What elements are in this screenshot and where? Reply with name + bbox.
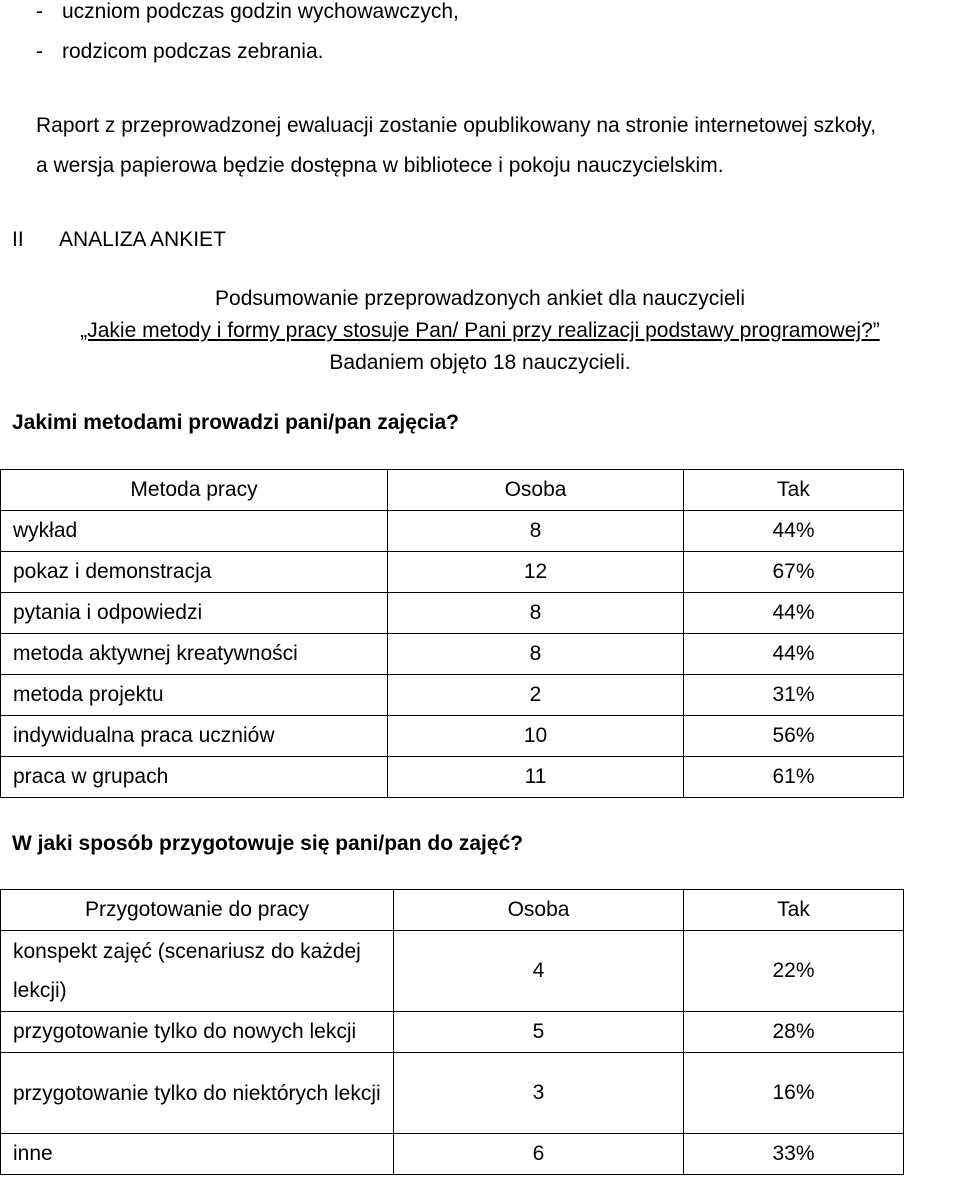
method-cell: wykład <box>1 511 388 552</box>
table-row <box>1 1053 904 1134</box>
header-cell: Osoba <box>394 890 684 931</box>
percent-cell: 16% <box>684 1053 904 1134</box>
method-cell: praca w grupach <box>1 757 388 798</box>
percent-cell: 44% <box>684 634 904 675</box>
percent-cell: 56% <box>684 716 904 757</box>
count-cell: 4 <box>394 931 684 1012</box>
percent-cell: 44% <box>684 593 904 634</box>
section-number: II <box>12 228 24 251</box>
count-cell: 3 <box>394 1053 684 1134</box>
question-heading: Jakimi metodami prowadzi pani/pan zajęcia? <box>12 411 459 434</box>
table-row <box>1 552 904 593</box>
bullet-dash: - <box>36 40 43 63</box>
table-row <box>1 1134 904 1175</box>
preparation-cell: przygotowanie tylko do niektórych lekcji <box>1 1053 394 1134</box>
count-cell: 8 <box>388 511 684 552</box>
count-cell: 10 <box>388 716 684 757</box>
question-heading: W jaki sposób przygotowuje się pani/pan do zajęć? <box>12 832 524 855</box>
header-cell: Przygotowanie do pracy <box>1 890 394 931</box>
count-cell: 12 <box>388 552 684 593</box>
table-row <box>1 634 904 675</box>
method-cell: pokaz i demonstracja <box>1 552 388 593</box>
summary-title: Podsumowanie przeprowadzonych ankiet dla nauczycieli <box>215 287 745 310</box>
count-cell: 6 <box>394 1134 684 1175</box>
paragraph-line: a wersja papierowa będzie dostępna w bibliotece i pokoju nauczycielskim. <box>36 154 724 177</box>
survey-question: „Jakie metody i formy pracy stosuje Pan/ Pani przy realizacji podstawy programowej?” <box>80 319 880 342</box>
table-row <box>1 593 904 634</box>
percent-cell: 22% <box>684 931 904 1012</box>
method-cell: metoda aktywnej kreatywności <box>1 634 388 675</box>
count-cell: 8 <box>388 593 684 634</box>
preparation-cell: inne <box>1 1134 394 1175</box>
percent-cell: 67% <box>684 552 904 593</box>
table-row <box>1 1012 904 1053</box>
bullet-text: uczniom podczas godzin wychowawczych, <box>62 0 459 23</box>
header-cell: Tak <box>684 470 904 511</box>
survey-scope: Badaniem objęto 18 nauczycieli. <box>329 351 631 374</box>
table-row <box>1 675 904 716</box>
percent-cell: 33% <box>684 1134 904 1175</box>
header-cell: Metoda pracy <box>1 470 388 511</box>
preparation-cell: konspekt zajęć (scenariusz do każdej lekcji) <box>1 931 394 1012</box>
bullet-item <box>36 40 323 64</box>
header-cell: Tak <box>684 890 904 931</box>
table-header-row <box>1 470 904 511</box>
count-cell: 5 <box>394 1012 684 1053</box>
method-cell: pytania i odpowiedzi <box>1 593 388 634</box>
section-title: ANALIZA ANKIET <box>59 228 226 251</box>
header-cell: Osoba <box>388 470 684 511</box>
percent-cell: 28% <box>684 1012 904 1053</box>
bullet-dash: - <box>36 0 43 23</box>
preparation-table <box>0 889 904 1175</box>
percent-cell: 31% <box>684 675 904 716</box>
preparation-cell: przygotowanie tylko do nowych lekcji <box>1 1012 394 1053</box>
table-row <box>1 931 904 1012</box>
percent-cell: 61% <box>684 757 904 798</box>
count-cell: 8 <box>388 634 684 675</box>
method-cell: metoda projektu <box>1 675 388 716</box>
method-cell: indywidualna praca uczniów <box>1 716 388 757</box>
paragraph-line: Raport z przeprowadzonej ewaluacji zostanie opublikowany na stronie internetowej szkoły, <box>36 114 877 137</box>
table-row <box>1 716 904 757</box>
bullet-item <box>36 0 459 24</box>
count-cell: 2 <box>388 675 684 716</box>
percent-cell: 44% <box>684 511 904 552</box>
table-row <box>1 757 904 798</box>
bullet-text: rodzicom podczas zebrania. <box>62 40 324 63</box>
table-header-row <box>1 890 904 931</box>
table-row <box>1 511 904 552</box>
methods-table <box>0 469 904 798</box>
count-cell: 11 <box>388 757 684 798</box>
